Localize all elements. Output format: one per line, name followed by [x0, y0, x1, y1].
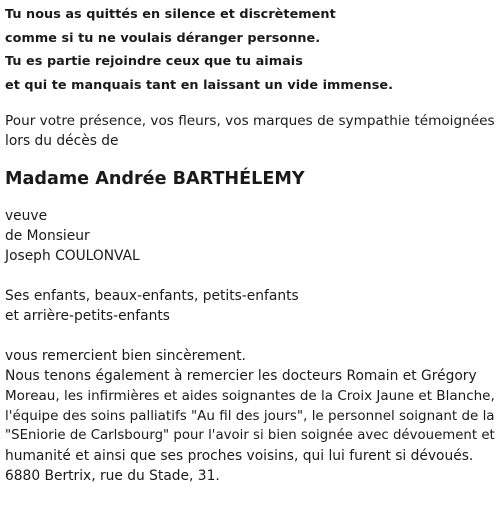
thanks-line-1: vous remercient bien sincèrement.	[5, 348, 246, 364]
intro-paragraph	[5, 111, 495, 151]
thanks-line-5: "SEniorie de Carlsbourg" pour l'avoir si bien soignée avec dévouement et	[5, 428, 495, 443]
deceased-name: Madame Andrée BARTHÉLEMY	[5, 169, 305, 189]
relation-line-1: veuve	[5, 208, 48, 224]
relation-line-2: de Monsieur	[5, 228, 90, 244]
family-line-2: et arrière-petits-enfants	[5, 308, 170, 324]
thanks-paragraph	[5, 346, 495, 486]
address-line: 6880 Bertrix, rue du Stade, 31.	[5, 468, 220, 484]
thanks-line-4: l'équipe des soins palliatifs "Au fil des jours", le personnel soignant de la	[5, 408, 495, 424]
relation-line-3: Joseph COULONVAL	[5, 248, 140, 264]
thanks-line-3: Moreau, les infirmières et aides soignantes de la Croix Jaune et Blanche,	[5, 388, 495, 404]
family-line-1: Ses enfants, beaux-enfants, petits-enfants	[5, 288, 299, 304]
poem-line-3: Tu es partie rejoindre ceux que tu aimais	[5, 54, 303, 69]
thanks-line-2: Nous tenons également à remercier les docteurs Romain et Grégory	[5, 368, 477, 384]
poem-line-2: comme si tu ne voulais déranger personne.	[5, 30, 321, 46]
poem	[5, 3, 495, 97]
intro-line-2: lors du décès de	[5, 133, 119, 149]
relation-paragraph	[5, 206, 495, 266]
poem-line-1: Tu nous as quittés en silence et discrètement	[5, 7, 336, 22]
family-paragraph	[5, 286, 495, 326]
poem-line-4: et qui te manquais tant en laissant un vide immense.	[5, 77, 393, 93]
thanks-line-6: humanité et ainsi que ses proches voisins, qui lui furent si dévoués.	[5, 448, 474, 464]
intro-line-1: Pour votre présence, vos fleurs, vos marques de sympathie témoignées	[5, 113, 495, 129]
